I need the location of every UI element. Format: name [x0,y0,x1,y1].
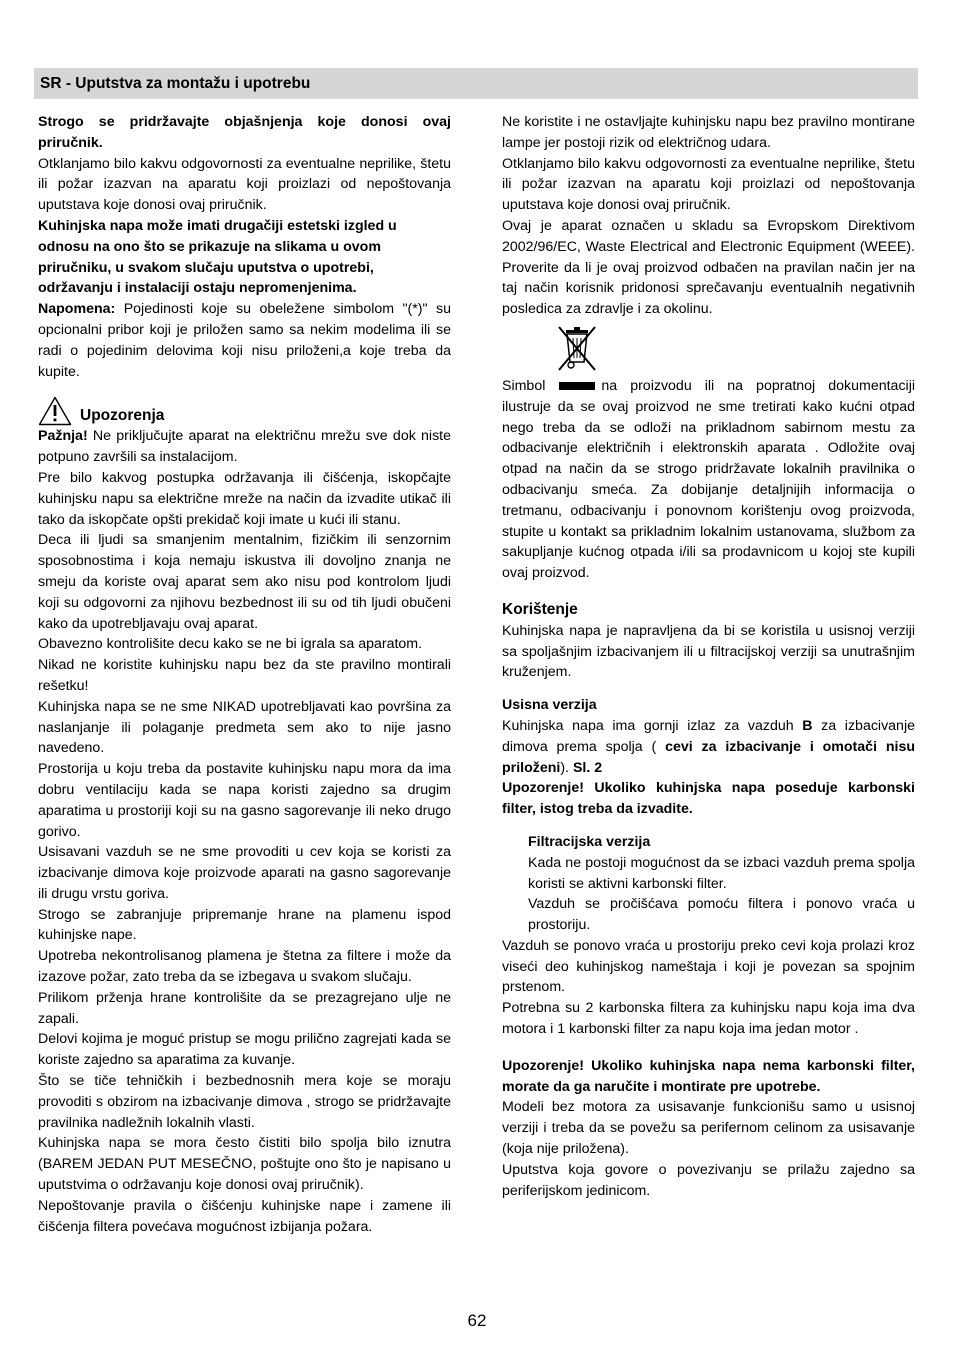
intro-text: Otklanjamo bilo kakvu odgovornosti za eventualne neprilike, štetu ili požar izazvan na aparatu koji proizlazi od nepoštovanja uputstava koje donosi ovaj priručnik. [38,155,451,214]
crossed-out-wheelie-bin-icon [556,324,598,374]
warning-paragraph: Prostorija u koju treba da postavite kuhinjsku napu mora da ima dobru ventilaciju kada se napa koristi zajedno sa drugim aparatima u prostoriji koji su na gasno sagorevanje ili neko drugo gorivo. [38,761,451,840]
symbol-label: Simbol [502,377,546,394]
warning-paragraph: Kuhinjska napa se ne sme NIKAD upotrebljavati kao površina za naslanjanje ili polaganje predmeta sem ako to nije jasno navedeno. [38,698,451,757]
attention-label: Pažnja! [38,428,88,445]
weee-text: Ovaj je aparat označen u skladu sa Evropskom Direktivom 2002/96/EC, Waste Electrical and Electronic Equipment (WEEE). Proverite da li je ovaj proizvod odbačen na pravilan način jer na taj način korisnik pridonosi sprečavanju eventualnih negativnih posledica za zdravlje i za okolinu. [502,217,915,318]
symbol-text: na proizvodu ili na popratnoj dokumentaciji ilustruje da se ovaj proizvod ne sme tretirati kako kućni otpad nego treba da se odloži na prikladnom sabirnom mestu za odbacivanje električnih i elektronskih aparata . Odložite ovaj otpad na način da se strogo pridržavate lokalnih pravilnika o odbacivanju smeća. Za dobijanje detaljnijih informacija o tretmanu, odbacivanju i ponovnom korištenju ovog proizvoda, stupite u kontakt sa prikladnim lokalnim ustanovama, službom za sakupljanje kućnog otpada i/ili sa prodavnicom u kojoj ste kupili ovaj proizvod. [502,377,915,582]
suction-title: Usisna verzija [502,697,597,714]
black-bar-symbol [559,382,595,390]
intro-bold: Strogo se pridržavajte objašnjenja koje donosi ovaj priručnik. [38,114,451,151]
air-return-text: Vazduh se ponovo vraća u prostoriju preko cevi koja prolazi kroz viseći deo kuhinjskog nameštaja i koji je povezan sa spojnim prstenom. [502,937,915,996]
left-column [38,112,451,1237]
instructions-text: Uputstva koja govore o povezivanju se prilažu zajedno sa periferijskom jedinicom. [502,1161,915,1199]
note-label: Napomena: [38,301,116,318]
section-title: SR - Uputstva za montažu i upotrebu [40,75,311,92]
lamp-warning: Ne koristite i ne ostavljajte kuhinjsku napu bez pravilno montirane lampe jer postoji rizik od električnog udara. [502,114,915,151]
attention-paragraph [38,426,451,468]
warning-paragraph: Prilikom prženja hrane kontrolišite da se prezagrejano ulje ne zapali. [38,989,451,1027]
suction-text-a: Kuhinjska napa ima gornji izlaz za vazduh [502,717,803,734]
warnings-title: Upozorenja [80,407,165,425]
page-number: 62 [467,1311,487,1330]
weee-symbol-row [502,324,915,376]
symbol-paragraph [502,376,915,584]
section-header [34,68,918,99]
usage-text: Kuhinjska napa je napravljena da bi se koristila u usisnoj verziji sa spoljašnjim izbacivanjem ili u filtracijskoj verziji sa unutrašnjim kruženjem. [502,622,915,681]
warning-paragraph: Kuhinjska napa se mora često čistiti bilo spolja bilo iznutra (BAREM JEDAN PUT MESEČNO, poštujte ono što je napisano u uputstvima o održavanju koje donosi ovaj priručnik). [38,1135,451,1194]
warning-paragraph: Pre bilo kakvog postupka održavanja ili čišćenja, iskopčajte kuhinjsku napu sa električne mreže na način da izvadite utikač ili tako da iskopčate opšti prekidač koji imate u kući ili stanu. [38,469,451,528]
warning-paragraph: Obavezno kontrolišite decu kako se ne bi igrala sa aparatom. [38,636,423,653]
filters-needed-text: Potrebna su 2 karbonska filtera za kuhinjsku napu koja ima dva motora i 1 karbonski filter za napu koja ima jedan motor . [502,1000,915,1038]
warning-paragraph: Delovi kojima je moguć pristup se mogu prilično zagrejati kada se koriste zajedno sa aparatima za kuvanje. [38,1031,451,1069]
suction-warning: Upozorenje! Ukoliko kuhinjska napa poseduje karbonski filter, istog treba da izvadite. [502,780,915,818]
aesthetic-note: Kuhinjska napa može imati drugačiji estetski izgled u odnosu na ono što se prikazuje na slikama u ovom priručniku, u svakom slučaju uputstva o upotrebi, održavanju i instalaciji ostaju nepromenjenima. [38,217,397,297]
suction-text-e: ). [560,759,573,776]
carbon-filter-warning: Upozorenje! Ukoliko kuhinjska napa nema karbonski filter, morate da ga naručite i montirate pre upotrebe. [502,1057,915,1095]
suction-text-c: za izbacivanje dimova prema spolja ( [502,717,915,755]
outlet-letter: B [802,717,813,734]
note-text: Pojedinosti koje su obeležene simbolom "(*)" su opcionalni pribor koji je priložen samo sa nekim modelima ili se radi o pojedinim delovima koji nisu priloženi,a koje treba da kupite. [38,301,451,380]
warnings-heading [38,392,451,426]
liability-text: Otklanjamo bilo kakvu odgovornosti za eventualne neprilike, štetu ili požar izazvan na aparatu koji proizlazi od nepoštovanja uputstava koje donosi ovaj priručnik. [502,155,915,214]
filter-paragraph: Vazduh se pročišćava pomoću filtera i ponovo vraća u prostoriju. [528,896,915,934]
models-text: Modeli bez motora za usisavanje funkcionišu samo u usisnoj verziji i treba da se povežu sa perifernom celinom za usisavanje (koja nije priložena). [502,1099,915,1158]
warning-paragraph: Nikad ne koristite kuhinjsku napu bez da ste pravilno montirali rešetku! [38,657,451,694]
figure-reference: Sl. 2 [572,759,603,776]
suction-text-d: cevi za izbacivanje i omotači nisu priloženi [502,738,916,776]
warning-paragraph: Nepoštovanje pravila o čišćenju kuhinjske nape i zamene ili čišćenja filtera povećava mogućnost izbijanja požara. [38,1197,451,1235]
warning-paragraph: Usisavani vazduh se ne sme provoditi u cev koja se koristi za izbacivanje dimova koje proizvode aparati na gasno sagorevanje ili drugu vrstu goriva. [38,844,451,902]
note-paragraph [38,299,451,382]
warning-paragraph: Što se tiče tehničkih i bezbednosnih mera koje se moraju provoditi s obzirom na izbacivanje dimova , strogo se pridržavajte pravilnika nadležnih lokalnih vlasti. [38,1073,451,1131]
suction-text [502,716,915,778]
filter-paragraph: Kada ne postoji mogućnost da se izbaci vazduh prema spolja koristi se aktivni karbonski filter. [528,854,915,892]
right-column [502,112,915,1201]
warning-paragraph: Strogo se zabranjuje pripremanje hrane na plamenu ispod kuhinjske nape. [38,906,451,944]
warning-triangle-icon [38,396,72,426]
filter-section [502,832,915,936]
warning-paragraph: Deca ili ljudi sa smanjenim mentalnim, fizičkim ili senzornim sposobnostima i koja nemaju iskustva ili dovoljno znanja ne smeju da koriste ovaj aparat sem ako nisu pod kontrolom ljudi koji su odgovorni za njihovu bezbednost ili su od tih ljudi obučeni kako da upotrebljavaju ovaj aparat. [38,532,451,632]
usage-title: Korištenje [502,600,578,618]
warning-paragraph: Upotreba nekontrolisanog plamena je štetna za filtere i može da izazove požar, zato treba da se izbegava u svakom slučaju. [38,948,451,986]
filter-title: Filtracijska verzija [528,833,651,850]
attention-text: Ne priključujte aparat na električnu mrežu sve dok niste potpuno završili sa instalacijom. [38,428,451,466]
